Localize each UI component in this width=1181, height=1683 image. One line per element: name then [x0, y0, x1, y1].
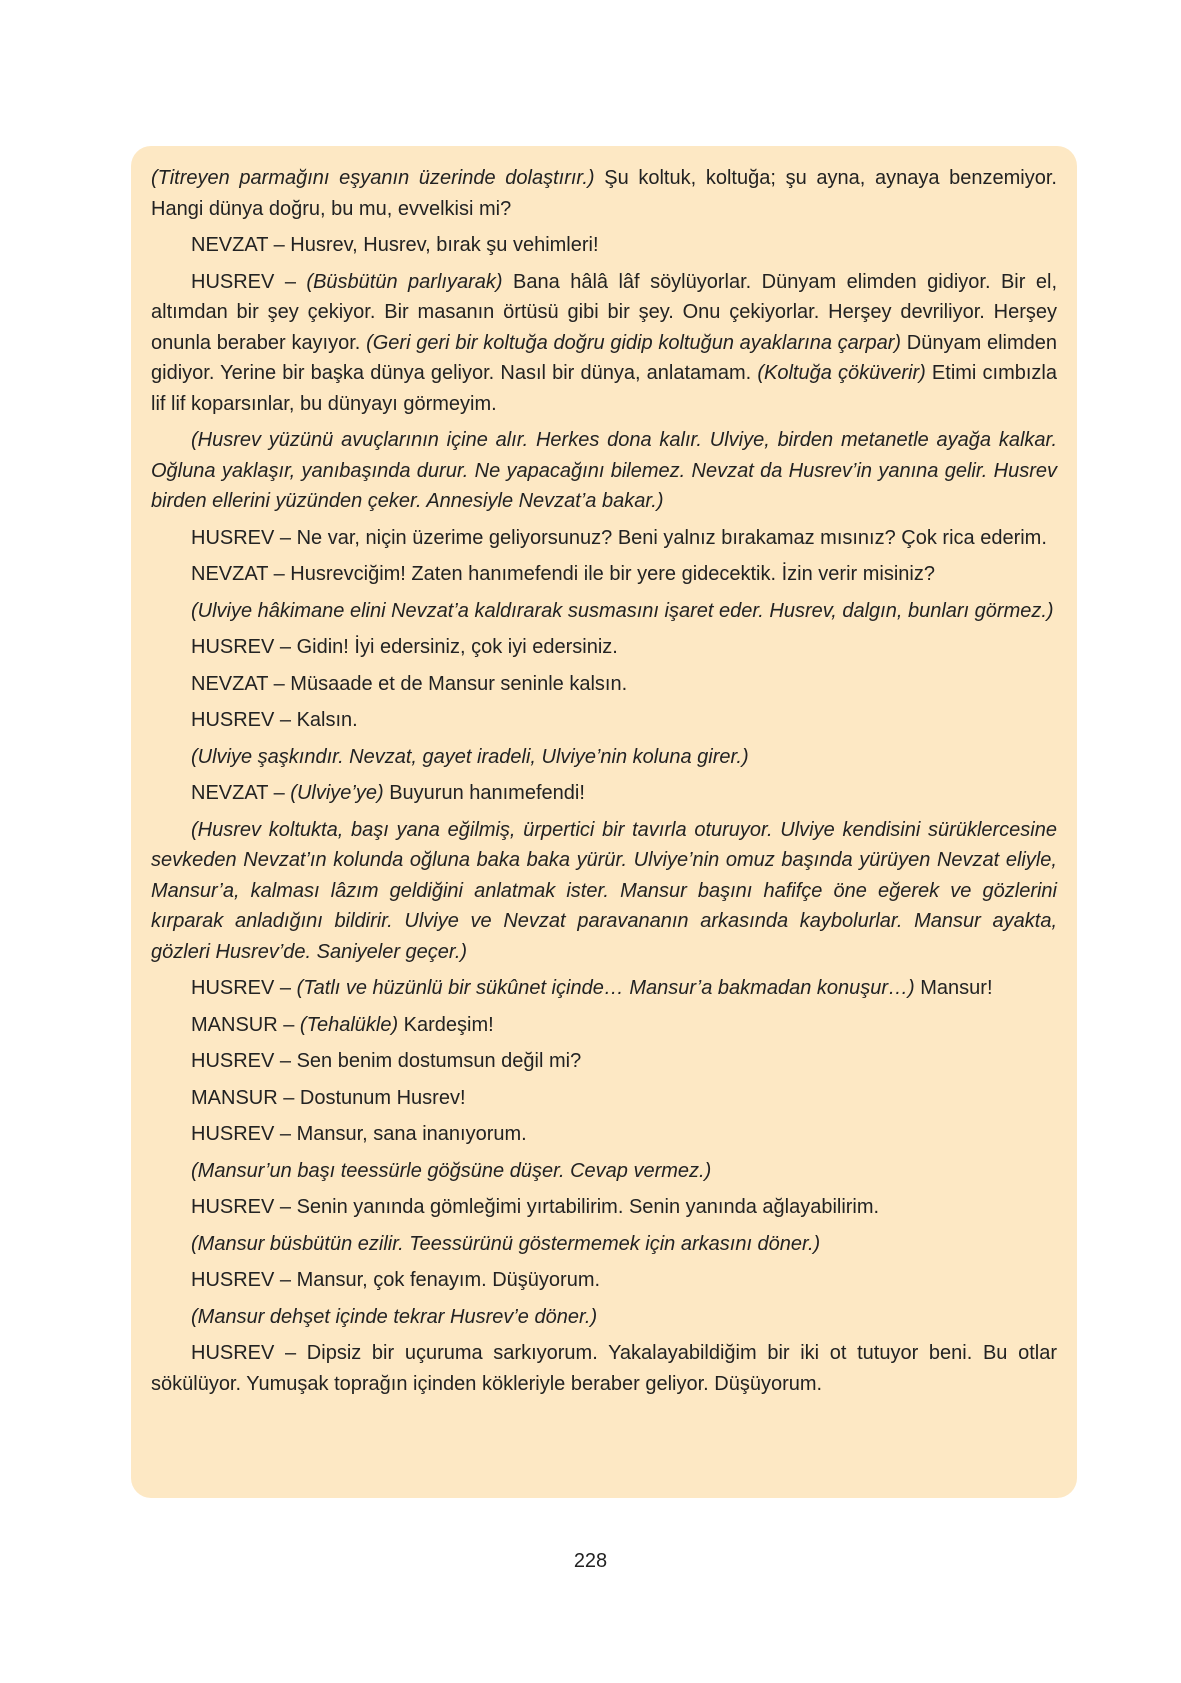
dialogue-paragraph — [151, 596, 1057, 627]
dialogue-paragraph — [151, 632, 1057, 663]
stage-direction: (Mansur büsbütün ezilir. Teessürünü göstermemek için arkasını döner.) — [191, 1232, 821, 1255]
dialogue-paragraph — [151, 1338, 1057, 1399]
stage-direction: (Mansur’un başı teessürle göğsüne düşer. Cevap vermez.) — [191, 1159, 712, 1182]
dialogue-paragraph — [151, 1265, 1057, 1296]
dialogue-text: Buyurun hanımefendi! — [383, 782, 585, 804]
stage-direction: (Koltuğa çöküverir) — [757, 362, 926, 384]
stage-direction: (Husrev koltukta, başı yana eğilmiş, ürpertici bir tavırla oturuyor. Ulviye kendisini sürüklercesine sevkeden Nevzat’ın kolunda oğluna baka baka yürür. Ulviye’nin omuz başında yürüyen Nevzat eliyle, Mansur’a, kalması lâzım geldiğini anlatmak ister. Mansur başını hafifçe öne eğerek ve gözlerini kırparak anladığını bildirir. Ulviye ve Nevzat paravananın arkasında kaybolurlar. Mansur ayakta, gözleri Husrev’de. Saniyeler geçer.) — [151, 818, 1057, 963]
stage-direction: (Ulviye hâkimane elini Nevzat’a kaldırarak susmasını işaret eder. Husrev, dalgın, bunları görmez.) — [191, 599, 1054, 622]
dialogue-text: Etimi cımbızla lif lif koparsınlar, bu dünyayı görmeyim. — [151, 362, 1057, 415]
stage-direction: (Tehalükle) — [299, 1013, 399, 1036]
dialogue-paragraph — [151, 669, 1057, 700]
stage-direction: (Ulviye şaşkındır. Nevzat, gayet iradeli, Ulviye’nin koluna girer.) — [191, 745, 749, 768]
dialogue-text: HUSREV – Gidin! İyi edersiniz, çok iyi edersiniz. — [191, 636, 618, 658]
dialogue-paragraph — [151, 163, 1057, 224]
dialogue-text: MANSUR – Dostunum Husrev! — [191, 1086, 466, 1109]
dialogue-paragraph — [151, 425, 1057, 517]
dialogue-text: HUSREV – Dipsiz bir uçuruma sarkıyorum. Yakalayabildiğim bir iki ot tutuyor beni. Bu otlar sökülüyor. Yumuşak toprağın içinden kökleriyle beraber geliyor. Düşüyorum. — [151, 1342, 1057, 1395]
dialogue-text: HUSREV – Kalsın. — [191, 709, 358, 731]
stage-direction: (Titreyen parmağını eşyanın üzerinde dolaştırır.) — [151, 167, 595, 189]
dialogue-paragraph — [151, 523, 1057, 554]
dialogue-paragraph — [151, 559, 1057, 590]
dialogue-text: NEVZAT – Müsaade et de Mansur seninle kalsın. — [191, 672, 628, 695]
page-number: 228 — [573, 1550, 608, 1572]
stage-direction: (Büsbütün parlıyarak) — [306, 270, 503, 293]
dialogue-paragraph — [151, 1083, 1057, 1114]
dialogue-paragraph — [151, 1119, 1057, 1150]
text-panel — [131, 146, 1077, 1498]
dialogue-text: Dünyam elimden gidiyor. Yerine bir başka dünya geliyor. Nasıl bir dünya, anlatamam. — [151, 331, 1057, 384]
dialogue-text: HUSREV – Mansur, sana inanıyorum. — [191, 1123, 527, 1145]
dialogue-paragraph — [151, 1010, 1057, 1041]
stage-direction: (Geri geri bir koltuğa doğru gidip koltuğun ayaklarına çarpar) — [366, 331, 902, 354]
stage-direction: (Ulviye’ye) — [290, 782, 384, 804]
dialogue-paragraph — [151, 705, 1057, 736]
dialogue-paragraph — [151, 1192, 1057, 1223]
dialogue-text: NEVZAT – Husrev, Husrev, bırak şu vehimleri! — [191, 234, 599, 256]
dialogue-text: HUSREV – Mansur, çok fenayım. Düşüyorum. — [191, 1269, 601, 1291]
dialogue-paragraph — [151, 973, 1057, 1004]
dialogue-text: Kardeşim! — [398, 1013, 494, 1036]
dialogue-paragraph — [151, 778, 1057, 809]
dialogue-paragraph — [151, 1302, 1057, 1333]
dialogue-text: Mansur! — [914, 977, 993, 999]
stage-direction: (Tatlı ve hüzünlü bir sükûnet içinde… Mansur’a bakmadan konuşur…) — [296, 977, 915, 999]
dialogue-text: HUSREV – — [191, 977, 297, 999]
dialogue-paragraph — [151, 267, 1057, 420]
dialogue-paragraph — [151, 815, 1057, 968]
dialogue-paragraph — [151, 742, 1057, 773]
dialogue-paragraph — [151, 1046, 1057, 1077]
dialogue-text: Şu koltuk, koltuğa; şu ayna, aynaya benzemiyor. Hangi dünya doğru, bu mu, evvelkisi mi? — [151, 167, 1057, 220]
stage-direction: (Husrev yüzünü avuçlarının içine alır. Herkes dona kalır. Ulviye, birden metanetle ayağa kalkar. Oğluna yaklaşır, yanıbaşında durur. Ne yapacağını bilemez. Nevzat da Husrev’in yanına gelir. Husrev birden ellerini yüzünden çeker. Annesiyle Nevzat’a bakar.) — [151, 429, 1057, 512]
dialogue-paragraph — [151, 230, 1057, 261]
dialogue-text: Bana hâlâ lâf söylüyorlar. Dünyam elimden gidiyor. Bir el, altımdan bir şey çekiyor. Bir masanın örtüsü gibi bir şey. Onu çekiyorlar. Herşey devriliyor. Herşey onunla beraber kayıyor. — [151, 270, 1058, 354]
dialogue-paragraph — [151, 1229, 1057, 1260]
dialogue-text: HUSREV – — [191, 270, 307, 293]
dialogue-text: NEVZAT – — [191, 782, 291, 804]
dialogue-paragraph — [151, 1156, 1057, 1187]
stage-direction: (Mansur dehşet içinde tekrar Husrev’e döner.) — [191, 1305, 598, 1328]
dialogue-text: HUSREV – Sen benim dostumsun değil mi? — [191, 1050, 582, 1072]
dialogue-text: MANSUR – — [191, 1013, 300, 1036]
dialogue-text: HUSREV – Senin yanında gömleğimi yırtabilirim. Senin yanında ağlayabilirim. — [191, 1196, 880, 1218]
dialogue-text: NEVZAT – Husrevciğim! Zaten hanımefendi ile bir yere gidecektik. İzin verir misiniz? — [191, 563, 935, 585]
dialogue-text: HUSREV – Ne var, niçin üzerime geliyorsunuz? Beni yalnız bırakamaz mısınız? Çok rica ederim. — [191, 526, 1047, 549]
